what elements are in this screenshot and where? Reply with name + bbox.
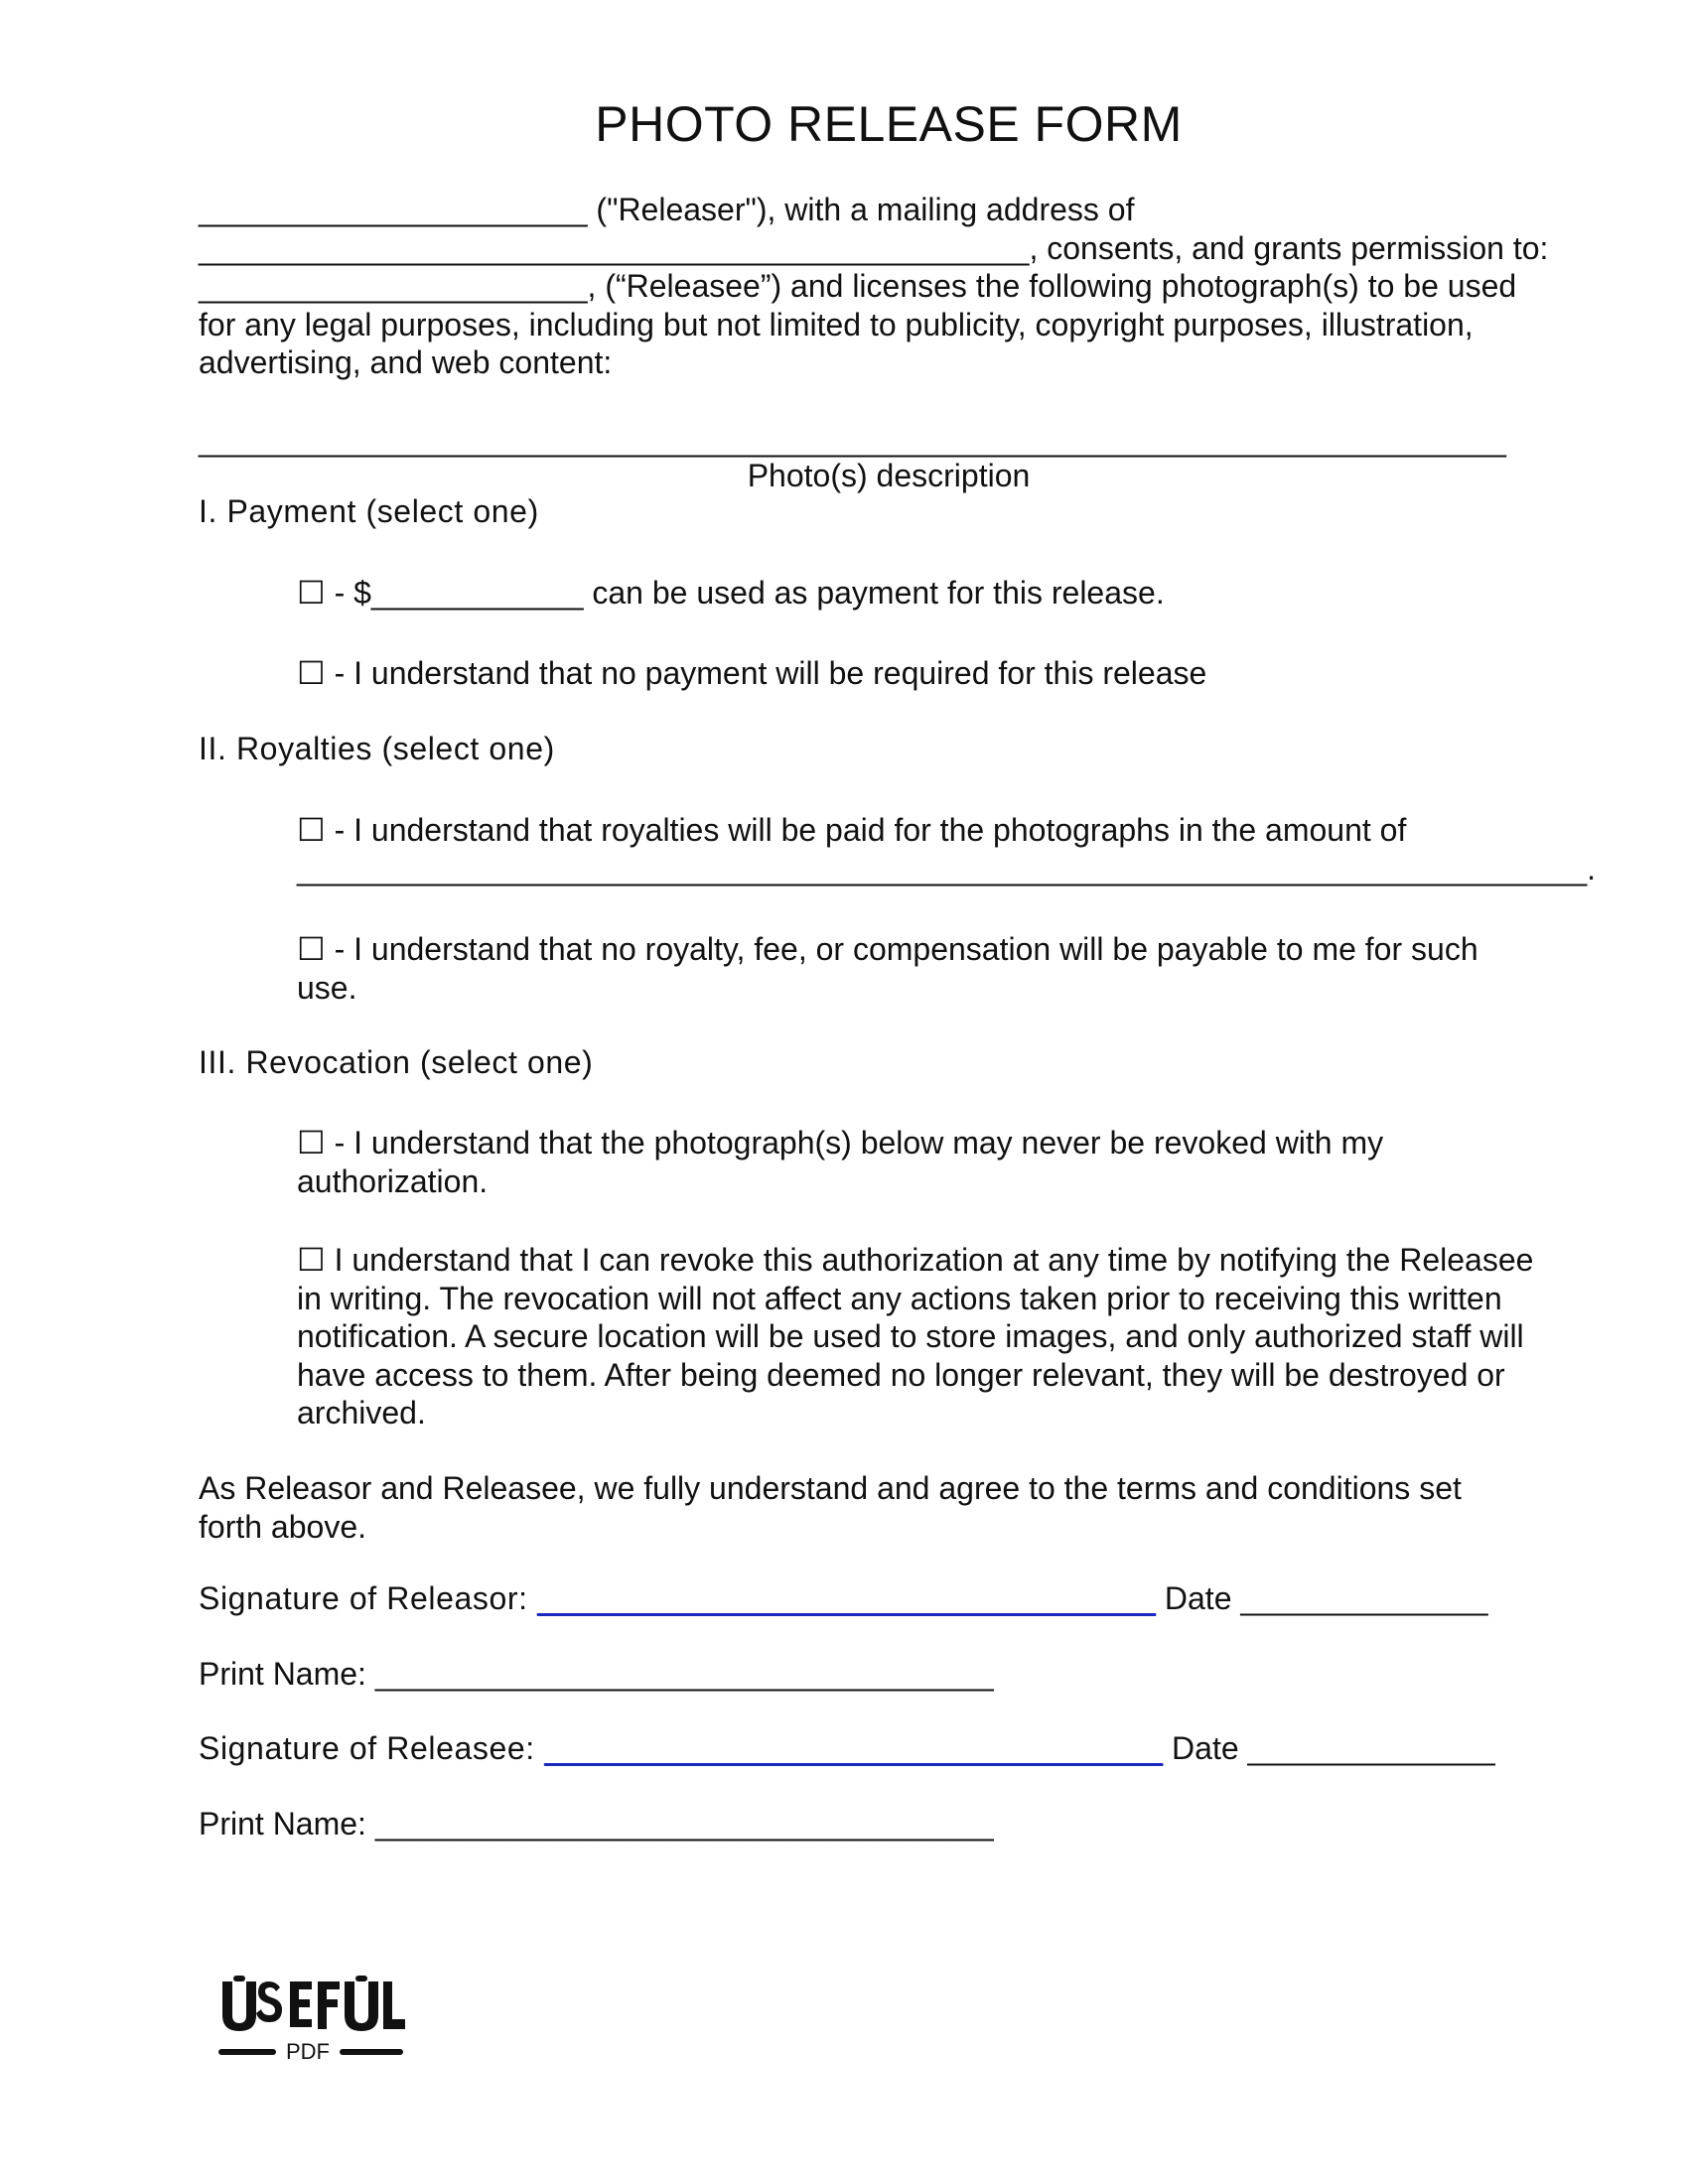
releasee-date-field[interactable]: Date ______________ [1163,1730,1495,1766]
revocation-option-line-5: archived. [297,1395,426,1431]
revocation-option-never-text: ☐ - I understand that the photograph(s) below may never be revoked with my [297,1125,1384,1160]
royalties-option-paid[interactable] [297,811,1597,887]
revocation-option-line-1: ☐ I understand that I can revoke this authorization at any time by notifying the Releasee [297,1242,1534,1278]
releasor-signature-field[interactable]: ___________________________________ [537,1580,1156,1616]
releasee-print-name-field[interactable]: Print Name: ___________________________________ [199,1806,994,1842]
photo-description-caption: Photo(s) description [747,458,1031,493]
agreement-line-1: As Releasor and Releasee, we fully understand and agree to the terms and conditions set [199,1470,1462,1506]
revocation-option-line-2: in writing. The revocation will not affect any actions taken prior to receiving this written [297,1280,1502,1316]
releasee-signature-row [199,1730,1495,1767]
releasor-print-name-field[interactable]: Print Name: ___________________________________ [199,1656,994,1692]
royalties-option-paid-text: ☐ - I understand that royalties will be paid for the photographs in the amount of [297,812,1407,848]
agreement-paragraph [199,1469,1589,1546]
revocation-option-never-text-cont: authorization. [297,1162,489,1199]
revocation-option-never[interactable] [297,1124,1588,1200]
payment-option-none[interactable]: ☐ - I understand that no payment will be required for this release [297,655,1207,691]
intro-line-releasee[interactable]: ______________________, (“Releasee”) and licenses the following photograph(s) to be used [199,268,1517,304]
intro-paragraph [199,191,1589,382]
releasor-date-field[interactable]: Date ______________ [1156,1580,1488,1616]
royalties-option-none[interactable] [297,930,1588,1007]
royalties-amount-field[interactable]: _________________________________________________________________________. [297,850,1597,887]
revocation-option-revocable[interactable] [297,1241,1588,1433]
royalties-heading: II. Royalties (select one) [199,731,555,766]
payment-option-amount[interactable]: ☐ - $____________ can be used as payment for this release. [297,575,1165,611]
intro-line-content: advertising, and web content: [199,344,613,380]
usefulpdf-logo [218,1976,407,2065]
intro-line-releaser[interactable]: ______________________ ("Releaser"), with a mailing address of [199,192,1135,227]
releasee-signature-label: Signature of Releasee: [199,1730,545,1766]
royalties-option-none-text-cont: use. [297,969,357,1006]
releasee-signature-field[interactable]: ___________________________________ [544,1730,1164,1766]
revocation-option-line-3: notification. A secure location will be used to store images, and only authorized staff will [297,1318,1524,1354]
revocation-option-line-4: have access to them. After being deemed no longer relevant, they will be destroyed or [297,1356,1505,1393]
svg-text:PDF: PDF [286,2039,330,2064]
revocation-heading: III. Revocation (select one) [199,1044,594,1080]
page-title: PHOTO RELEASE FORM [595,96,1183,152]
intro-line-address[interactable]: _______________________________________________, consents, and grants permission to: [199,229,1549,266]
royalties-option-none-text: ☐ - I understand that no royalty, fee, or compensation will be payable to me for such [297,931,1478,967]
releasor-signature-label: Signature of Releasor: [199,1580,538,1616]
agreement-line-2: forth above. [199,1508,366,1545]
releasor-signature-row [199,1580,1488,1617]
intro-line-purposes: for any legal purposes, including but not limited to publicity, copyright purposes, illustration, [199,306,1474,342]
photo-description-field[interactable]: __________________________________________________________________________ [199,422,1506,458]
payment-heading: I. Payment (select one) [199,493,539,529]
